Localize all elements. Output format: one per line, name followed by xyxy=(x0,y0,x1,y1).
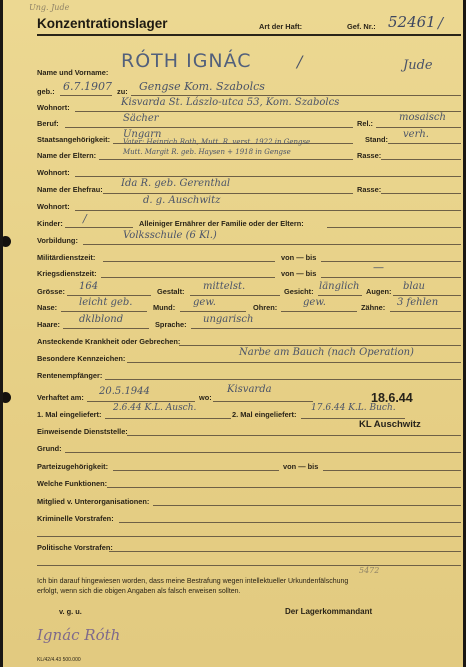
vorbildung-label: Vorbildung: xyxy=(37,236,78,245)
kinder-label: Kinder: xyxy=(37,219,63,228)
verhaftet-label: Verhaftet am: xyxy=(37,393,84,402)
geb-date: 6.7.1907 xyxy=(63,80,112,93)
kommandant-label: Der Lagerkommandant xyxy=(285,607,373,616)
ansteckende-label: Ansteckende Krankheit oder Gebrechen: xyxy=(37,337,181,346)
eingeliefert1-value: 2.6.44 K.L. Ausch. xyxy=(113,403,197,413)
ohren-label: Ohren: xyxy=(253,303,278,312)
name-value: RÓTH IGNÁC xyxy=(121,50,252,72)
mund-label: Mund: xyxy=(153,303,176,312)
beruf-label: Beruf: xyxy=(37,119,59,128)
grund-label: Grund: xyxy=(37,444,62,453)
nase-value: leicht geb. xyxy=(79,297,133,308)
gef-nr-label: Gef. Nr.: xyxy=(347,22,376,31)
zaehne-label: Zähne: xyxy=(361,303,386,312)
rel-value: mosaisch xyxy=(399,112,446,123)
haare-value: dklblond xyxy=(79,314,124,325)
vgu-label: v. g. u. xyxy=(59,607,82,616)
vorbildung-value: Volksschule (6 Kl.) xyxy=(123,230,217,241)
stand-label: Stand: xyxy=(365,135,388,144)
ehefrau-label: Name der Ehefrau: xyxy=(37,185,103,194)
wohnort-label: Wohnort: xyxy=(37,103,70,112)
partei-von-bis: von — bis xyxy=(283,462,319,471)
ehefrau-wohnort-value: d. g. Auschwitz xyxy=(143,195,221,206)
declaration-line-2: erfolgt, wenn sich die obigen Angaben als falsch erweisen sollten. xyxy=(37,588,241,595)
staat-value: Ungarn xyxy=(123,129,162,140)
partei-label: Parteizugehörigkeit: xyxy=(37,462,109,471)
header-rule xyxy=(37,34,461,36)
geb-label: geb.: xyxy=(37,87,55,96)
zaehne-value: 3 fehlen xyxy=(397,297,439,308)
funktionen-label: Welche Funktionen: xyxy=(37,479,108,488)
augen-value: blau xyxy=(403,281,426,292)
gestalt-label: Gestalt: xyxy=(157,287,185,296)
groesse-label: Grösse: xyxy=(37,287,65,296)
card-title: Konzentrationslager xyxy=(37,16,168,31)
eingeliefert1-label: 1. Mal eingeliefert: xyxy=(37,410,102,419)
pencil-note: Ung. Jude xyxy=(29,3,70,12)
kennzeichen-label: Besondere Kennzeichen: xyxy=(37,354,126,363)
stand-value: verh. xyxy=(403,129,429,140)
ernaehrer-label: Alleiniger Ernährer der Familie oder der Eltern: xyxy=(139,219,304,228)
eltern-label: Name der Eltern: xyxy=(37,151,97,160)
militaer-von-bis: von — bis xyxy=(281,253,317,262)
rasse2-label: Rasse: xyxy=(357,185,382,194)
wo-label: wo: xyxy=(199,393,212,402)
gesicht-value: länglich xyxy=(319,281,360,292)
punch-hole xyxy=(3,392,11,403)
rel-label: Rel.: xyxy=(357,119,374,128)
staat-label: Staatsangehörigkeit: xyxy=(37,135,111,144)
gef-nr-value: 52461 xyxy=(388,13,436,31)
mitglied-label: Mitglied v. Unterorganisationen: xyxy=(37,497,150,506)
augen-label: Augen: xyxy=(366,287,392,296)
militaer-label: Militärdienstzeit: xyxy=(37,253,96,262)
gesicht-label: Gesicht: xyxy=(284,287,314,296)
wohnort-value: Kisvarda St. Lászlo-utca 53, Kom. Szabolcs xyxy=(121,97,340,108)
stamp-date: 18.6.44 xyxy=(371,391,413,405)
eingeliefert2-value: 17.6.44 K.L. Buch. xyxy=(311,403,396,413)
krieg-dash: — xyxy=(373,261,384,274)
groesse-value: 164 xyxy=(79,281,99,292)
nase-label: Nase: xyxy=(37,303,58,312)
mund-value: gew. xyxy=(193,297,216,308)
beruf-value: Sächer xyxy=(123,113,159,124)
print-code: KL/42/4.43 500.000 xyxy=(37,657,81,663)
ehefrau-value: Ida R. geb. Gerenthal xyxy=(121,178,231,189)
kinder-slash: / xyxy=(83,212,87,225)
check-mark-name: / xyxy=(297,52,303,71)
dienststelle-label: Einweisende Dienststelle: xyxy=(37,427,128,436)
name-label: Name und Vorname: xyxy=(37,68,109,77)
eingeliefert2-label: 2. Mal eingeliefert: xyxy=(232,410,297,419)
stamp-place: KL Auschwitz xyxy=(359,419,421,430)
zu-label: zu: xyxy=(117,87,128,96)
verhaftet-value: 20.5.1944 xyxy=(99,386,150,397)
gestalt-value: mittelst. xyxy=(203,281,246,292)
eltern-value-2: Mutt. Margit R. geb. Haysen + 1918 in Gengse xyxy=(123,148,291,156)
kennzeichen-value: Narbe am Bauch (nach Operation) xyxy=(239,347,414,358)
geb-place: Gengse Kom. Szabolcs xyxy=(139,80,265,93)
declaration-line-1: Ich bin darauf hingewiesen worden, dass meine Bestrafung wegen intellektueller Urkundenfälschung xyxy=(37,578,349,585)
check-mark: / xyxy=(438,14,444,32)
sprache-value: ungarisch xyxy=(203,314,254,325)
krieg-von-bis: von — bis xyxy=(281,269,317,278)
eltern-value-1: Vater: Heinrich Roth, Mutt. R. verst. 1922 in Gengse xyxy=(123,138,311,146)
wohnort3-label: Wohnort: xyxy=(37,202,70,211)
prisoner-registration-card xyxy=(3,0,463,667)
punch-hole xyxy=(3,236,11,247)
jude-value: Jude xyxy=(403,58,433,73)
ohren-value: gew. xyxy=(303,297,326,308)
footnote-number: 5472 xyxy=(359,566,380,575)
rente-label: Rentenempfänger: xyxy=(37,371,103,380)
art-der-haft-label: Art der Haft: xyxy=(259,22,303,31)
krieg-label: Kriegsdienstzeit: xyxy=(37,269,97,278)
kriminelle-label: Kriminelle Vorstrafen: xyxy=(37,514,114,523)
politische-label: Politische Vorstrafen: xyxy=(37,543,113,552)
wo-value: Kisvarda xyxy=(227,384,272,395)
rasse-label: Rasse: xyxy=(357,151,382,160)
haare-label: Haare: xyxy=(37,320,61,329)
wohnort2-label: Wohnort: xyxy=(37,168,70,177)
sprache-label: Sprache: xyxy=(155,320,187,329)
signature: Ignác Róth xyxy=(37,626,121,644)
